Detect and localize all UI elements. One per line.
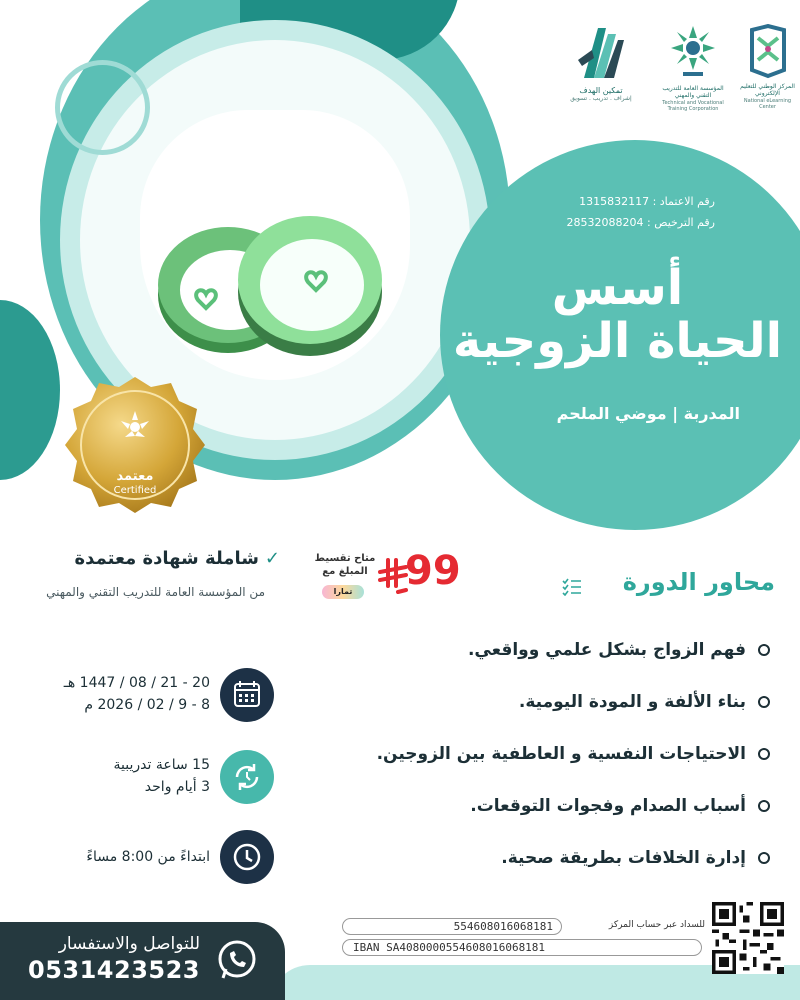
course-title — [440, 262, 795, 368]
tvtc-name: المؤسسة العامة للتدريب التقني والمهني — [662, 85, 724, 99]
tvtc-star-icon — [669, 22, 717, 82]
left-accent-arc — [0, 300, 60, 480]
bullet-icon — [758, 852, 770, 864]
nelc-icon — [748, 24, 788, 80]
certificate-title: ✓شاملة شهادة معتمدة — [74, 548, 280, 569]
hijri-date: 20 - 21 / 08 / 1447 هـ — [63, 675, 210, 691]
permit-number: رقم الترخيص : 28532088204 — [566, 215, 715, 229]
tvtc-logo — [662, 22, 724, 112]
bullet-icon — [758, 748, 770, 760]
axis-item: الاحتياجات النفسية و العاطفية بين الزوجين. — [300, 734, 770, 786]
tamara-badge: تمارا — [322, 585, 364, 599]
whatsapp-icon[interactable] — [215, 938, 259, 982]
tamkeen-name: تمكين الهدف — [579, 86, 623, 95]
tamkeen-tagline: إشراف . تدريب . تسويق — [570, 95, 632, 103]
trainer-name: المدربة | موضي الملحم — [556, 404, 740, 423]
nelc-name-en: National eLearning Center — [743, 97, 792, 110]
axis-item: بناء الألفة و المودة اليومية. — [300, 682, 770, 734]
nelc-name: المركز الوطني للتعليم الإلكتروني — [740, 83, 795, 97]
bullet-icon — [758, 800, 770, 812]
clock-icon — [220, 830, 274, 884]
course-axes-list — [300, 630, 770, 890]
check-icon: ✓ — [264, 548, 280, 569]
start-time: ابتداءً من 8:00 مساءً — [86, 849, 210, 865]
decorative-ring — [55, 60, 150, 155]
account-number: 554608016068181 — [342, 918, 562, 935]
tvtc-name-en: Technical and Vocational Training Corporation — [662, 99, 724, 112]
nelc-logo — [740, 24, 795, 110]
contact-label: للتواصل والاستفسار — [58, 934, 200, 954]
course-axes-title: محاور الدورة — [622, 568, 775, 596]
seal-label-ar: معتمد — [116, 469, 154, 484]
tamkeen-logo — [570, 20, 632, 102]
checklist-icon — [562, 578, 582, 596]
training-days: 3 أيام واحد — [144, 779, 210, 796]
course-duration — [60, 754, 210, 799]
tamkeen-icon — [576, 20, 626, 82]
axis-item: إدارة الخلافات بطريقة صحية. — [300, 838, 770, 890]
gregorian-date: 8 - 9 / 02 / 2026 م — [84, 697, 210, 714]
bullet-icon — [758, 644, 770, 656]
wedding-rings-illustration — [150, 200, 390, 370]
clock-icon-badge — [220, 830, 274, 884]
axis-item: فهم الزواج بشكل علمي وواقعي. — [300, 630, 770, 682]
accreditation-number: رقم الاعتماد : 1315832117 — [579, 195, 715, 208]
hours-icon-badge — [220, 750, 274, 804]
iban-number: IBAN SA4080000554608016068181 — [342, 939, 702, 956]
axis-item: أسباب الصدام وفجوات التوقعات. — [300, 786, 770, 838]
course-dates — [20, 672, 210, 717]
license-info — [520, 192, 715, 234]
certificate-issuer: من المؤسسة العامة للتدريب التقني والمهني — [46, 585, 265, 599]
bullet-icon — [758, 696, 770, 708]
time-cycle-icon — [220, 750, 274, 804]
seal-label-en: Certified — [113, 484, 157, 496]
seal-label — [90, 470, 180, 496]
training-hours: 15 ساعة تدريبية — [113, 757, 210, 773]
course-title-line1: أسس — [551, 260, 684, 316]
payment-note: للسداد عبر حساب المركز — [608, 920, 705, 930]
price-amount: 99 — [405, 548, 461, 594]
contact-phone[interactable]: 0531423523 — [28, 956, 200, 984]
course-title-line2: الحياة الزوجية — [452, 312, 783, 369]
calendar-icon — [220, 668, 274, 722]
calendar-icon-badge — [220, 668, 274, 722]
certified-gold-seal — [55, 375, 215, 525]
installment-note: متاح تقسيط المبلغ مع — [314, 553, 376, 577]
qr-code — [712, 902, 784, 974]
